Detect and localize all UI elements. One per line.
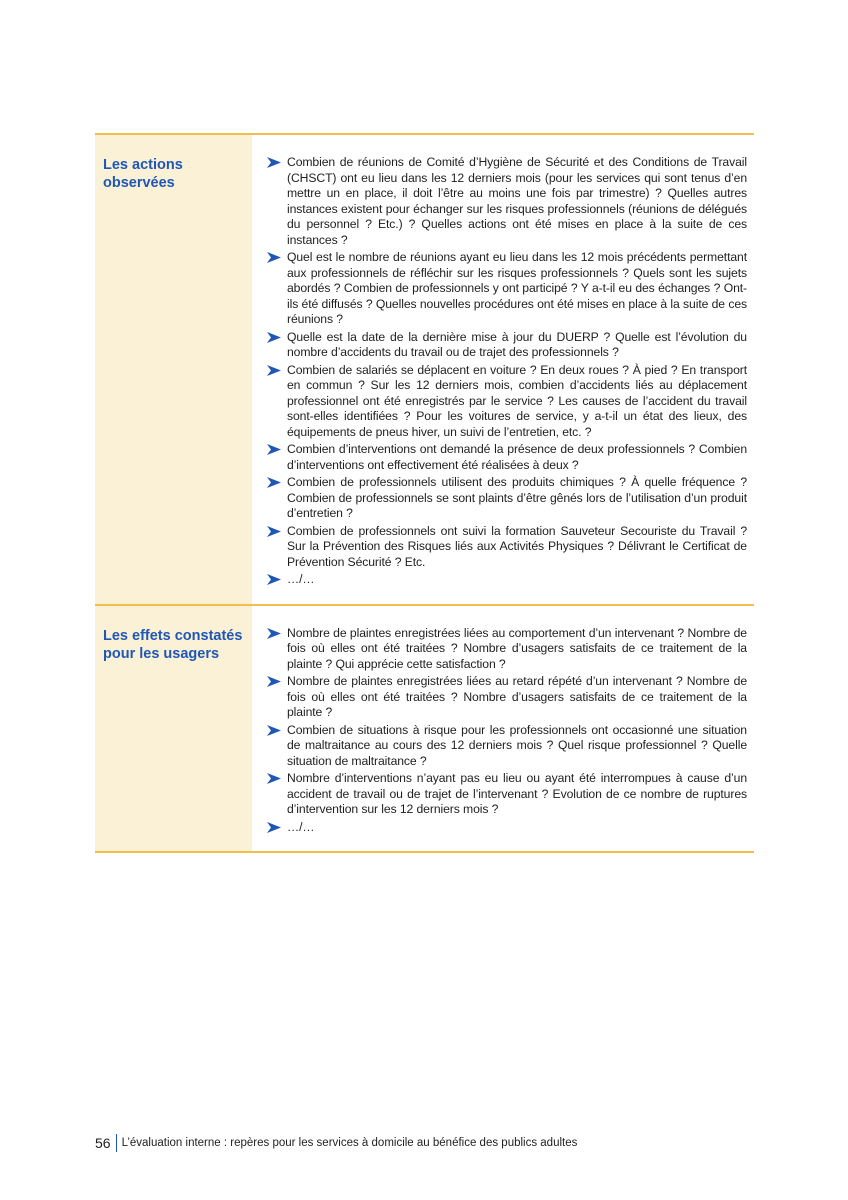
list-item: Combien de professionnels utilisent des produits chimiques ? À quelle fréquence ? Combien de professionnels se sont plaints d’être gênés lors de l’utilisation d’un produit d’entretien ? [267,475,747,522]
arrow-bullet-icon [267,820,287,836]
list-item: Quel est le nombre de réunions ayant eu lieu dans les 12 mois précédents permettant aux professionnels de réfléchir sur les risques professionnels ? Quels sont les sujets abordés ? Combien de professionnels y ont participé ? Y a-t-il eu des échanges ? Ont-ils été diffusés ? Quelles nouvelles procédures ont été mises en place à la suite de ces réunions ? [267,250,747,328]
arrow-bullet-icon [267,442,287,473]
arrow-bullet-icon [267,363,287,441]
arrow-bullet-icon [267,572,287,588]
section-label: Les effets constatés pour les usagers [95,606,252,852]
list-item: Combien de réunions de Comité d’Hygiène de Sécurité et des Conditions de Travail (CHSCT) ont eu lieu dans les 12 derniers mois (pour les services qui sont tenus d’en mettre un en place, il doit l’être au moins une fois par trimestre) ? Quelles autres instances existent pour échanger sur les risques professionnels (réunions de délégués du personnel ? Etc.) ? Quelles actions ont été mises en place à la suite de ces instances ? [267,155,747,248]
list-item: …/… [267,572,747,588]
list-item: Combien de salariés se déplacent en voiture ? En deux roues ? À pied ? En transport en commun ? Sur les 12 derniers mois, combien d’accidents liés au déplacement professionnel ont été enregistrés par le service ? Les causes de l’accident du travail sont-elles identifiées ? Pour les voitures de service, y a-t-il un état des lieux, des équipements de pneus hiver, un suivi de l’entretien, etc. ? [267,363,747,441]
section-items [252,606,754,852]
arrow-bullet-icon [267,771,287,818]
list-item: Combien de professionnels ont suivi la formation Sauveteur Secouriste du Travail ? Sur la Prévention des Risques liés aux Activités Physiques ? Délivrant le Certificat de Prévention Sécurité ? Etc. [267,524,747,571]
section-actions [95,135,754,606]
arrow-bullet-icon [267,330,287,361]
page-footer [95,1134,577,1152]
list-item: Nombre de plaintes enregistrées liées au retard répété d’un intervenant ? Nombre de fois où elles ont été traitées ? Nombre d’usagers satisfaits de ce traitement de la plainte ? [267,674,747,721]
list-item: Combien de situations à risque pour les professionnels ont occasionné une situation de maltraitance au cours des 12 derniers mois ? Quel risque professionnel ? Quelle situation de maltraitance ? [267,723,747,770]
section-label: Les actions observées [95,135,252,604]
arrow-bullet-icon [267,723,287,770]
page-number: 56 [95,1134,117,1152]
list-item: …/… [267,820,747,836]
arrow-bullet-icon [267,524,287,571]
list-item: Nombre d’interventions n’ayant pas eu lieu ou ayant été interrompues à cause d’un accident de travail ou de trajet de l’intervenant ? Evolution de ce nombre de ruptures d’intervention sur les 12 derniers mois ? [267,771,747,818]
list-item: Combien d’interventions ont demandé la présence de deux professionnels ? Combien d’interventions ont effectivement été réalisées à deux ? [267,442,747,473]
arrow-bullet-icon [267,626,287,673]
running-title: L’évaluation interne : repères pour les services à domicile au bénéfice des publics adultes [121,1137,578,1149]
arrow-bullet-icon [267,475,287,522]
list-item: Nombre de plaintes enregistrées liées au comportement d’un intervenant ? Nombre de fois où elles ont été traitées ? Nombre d’usagers satisfaits de ce traitement de la plainte ? Qui apprécie cette satisfaction ? [267,626,747,673]
section-items [252,135,754,604]
criteria-table [95,133,754,853]
arrow-bullet-icon [267,155,287,248]
section-effects [95,606,754,854]
arrow-bullet-icon [267,674,287,721]
arrow-bullet-icon [267,250,287,328]
list-item: Quelle est la date de la dernière mise à jour du DUERP ? Quelle est l’évolution du nombre d’accidents du travail ou de trajet des professionnels ? [267,330,747,361]
